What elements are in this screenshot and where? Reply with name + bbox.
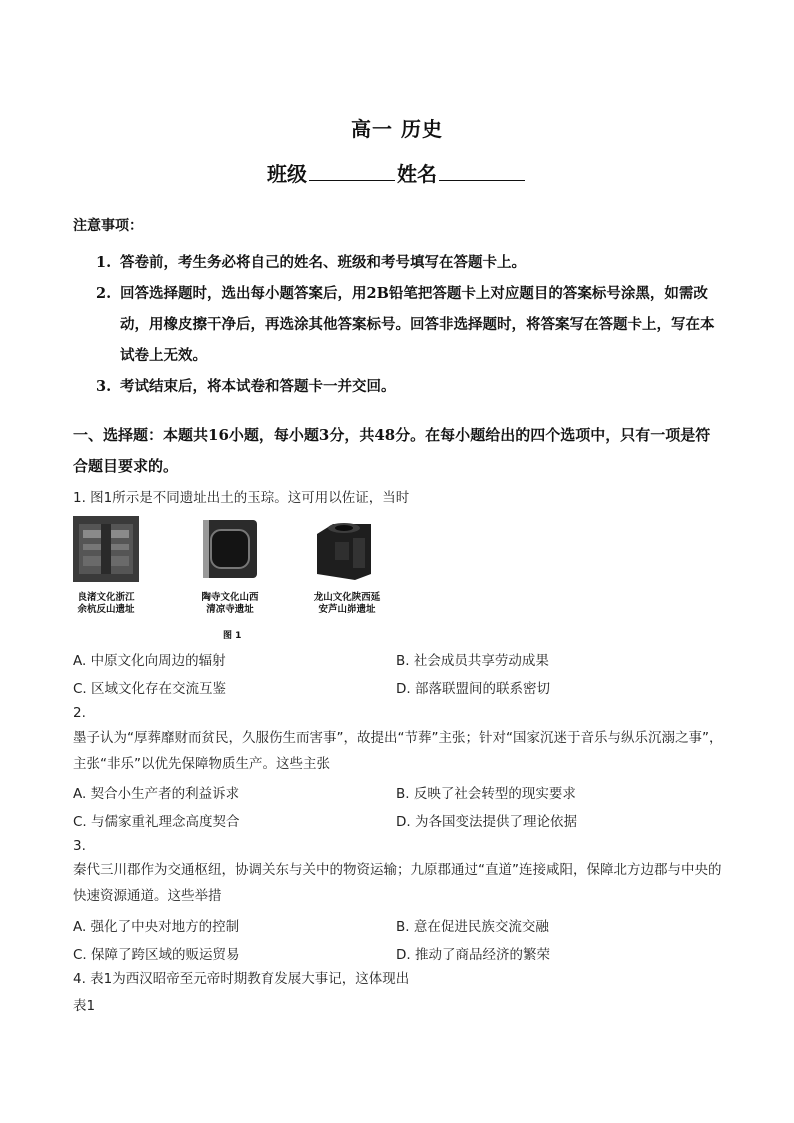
student-info-line bbox=[0, 158, 794, 187]
figure-caption bbox=[193, 592, 267, 616]
jade-cong-image-3 bbox=[311, 516, 377, 582]
caption-line: 龙山文化陕西延 bbox=[313, 592, 381, 603]
q2-option-b: B. 反映了社会转型的现实要求 bbox=[396, 786, 576, 802]
caption-line: 良渚文化浙江 bbox=[77, 592, 135, 603]
class-blank bbox=[309, 162, 395, 181]
caption-line: 安芦山峁遗址 bbox=[318, 604, 376, 615]
q2-option-a: A. 契合小生产者的利益诉求 bbox=[73, 786, 240, 802]
notice-item-number: 2. bbox=[96, 285, 112, 302]
q1-option-b: B. 社会成员共享劳动成果 bbox=[396, 653, 549, 669]
q3-option-a: A. 强化了中央对地方的控制 bbox=[73, 919, 240, 935]
q3-option-c: C. 保障了跨区域的贩运贸易 bbox=[73, 947, 240, 963]
notice-item-text: 答卷前，考生务必将自己的姓名、班级和考号填写在答题卡上。 bbox=[120, 254, 526, 271]
notice-item-number: 1. bbox=[96, 254, 112, 271]
section-heading: 一、选择题：本题共16小题，每小题3分，共48分。在每小题给出的四个选项中，只有一项是符合题目要求的。 bbox=[73, 426, 711, 475]
caption-line: 陶寺文化山西 bbox=[201, 592, 259, 603]
question-1-stem: 1. 图1所示是不同遗址出土的玉琮。这可用以佐证，当时 bbox=[73, 490, 410, 506]
notice-heading: 注意事项： bbox=[73, 218, 143, 234]
figure-label: 图 1 bbox=[223, 631, 242, 641]
q3-option-d: D. 推动了商品经济的繁荣 bbox=[396, 947, 550, 963]
jade-cong-image-2 bbox=[197, 516, 263, 582]
question-4-stem: 4. 表1为西汉昭帝至元帝时期教育发展大事记，这体现出 bbox=[73, 971, 410, 987]
q2-option-c: C. 与儒家重礼理念高度契合 bbox=[73, 814, 240, 830]
exam-title: 高一 历史 bbox=[351, 117, 443, 141]
figure-1 bbox=[73, 516, 403, 646]
notice-item bbox=[96, 278, 720, 371]
notice-item-number: 3. bbox=[96, 378, 112, 395]
question-3-number: 3. bbox=[73, 838, 86, 854]
table-1-label: 表1 bbox=[73, 998, 96, 1014]
question-2-stem: 墨子认为“厚葬靡财而贫民，久服伤生而害事”，故提出“节葬”主张；针对“国家沉迷于音乐与纵乐沉溺之事”，主张“非乐”以优先保障物质生产。这些主张 bbox=[73, 730, 723, 772]
q1-option-d: D. 部落联盟间的联系密切 bbox=[396, 681, 550, 697]
figure-caption bbox=[69, 592, 143, 616]
notice-item bbox=[96, 247, 720, 278]
name-blank bbox=[439, 162, 525, 181]
q1-option-a: A. 中原文化向周边的辐射 bbox=[73, 653, 226, 669]
class-label: 班级 bbox=[267, 162, 307, 186]
notice-item bbox=[96, 371, 720, 402]
question-3-stem: 秦代三川郡作为交通枢纽，协调关东与关中的物资运输；九原郡通过“直道”连接咸阳，保障北方边郡与中央的快速资源通道。这些举措 bbox=[73, 862, 722, 904]
q2-option-d: D. 为各国变法提供了理论依据 bbox=[396, 814, 577, 830]
q3-option-b: B. 意在促进民族交流交融 bbox=[396, 919, 549, 935]
question-2-number: 2. bbox=[73, 705, 86, 721]
notice-item-text: 考试结束后，将本试卷和答题卡一并交回。 bbox=[120, 378, 396, 395]
figure-caption bbox=[305, 592, 389, 616]
notice-item-text: 回答选择题时，选出每小题答案后，用2B铅笔把答题卡上对应题目的答案标号涂黑，如需改动，用橡皮擦干净后，再选涂其他答案标号。回答非选择题时，将答案写在答题卡上，写在本试卷上无效。 bbox=[120, 285, 715, 364]
caption-line: 清凉寺遗址 bbox=[206, 604, 254, 615]
q1-option-c: C. 区域文化存在交流互鉴 bbox=[73, 681, 227, 697]
jade-cong-image-1 bbox=[73, 516, 139, 582]
caption-line: 余杭反山遗址 bbox=[77, 604, 135, 615]
name-label: 姓名 bbox=[397, 162, 437, 186]
